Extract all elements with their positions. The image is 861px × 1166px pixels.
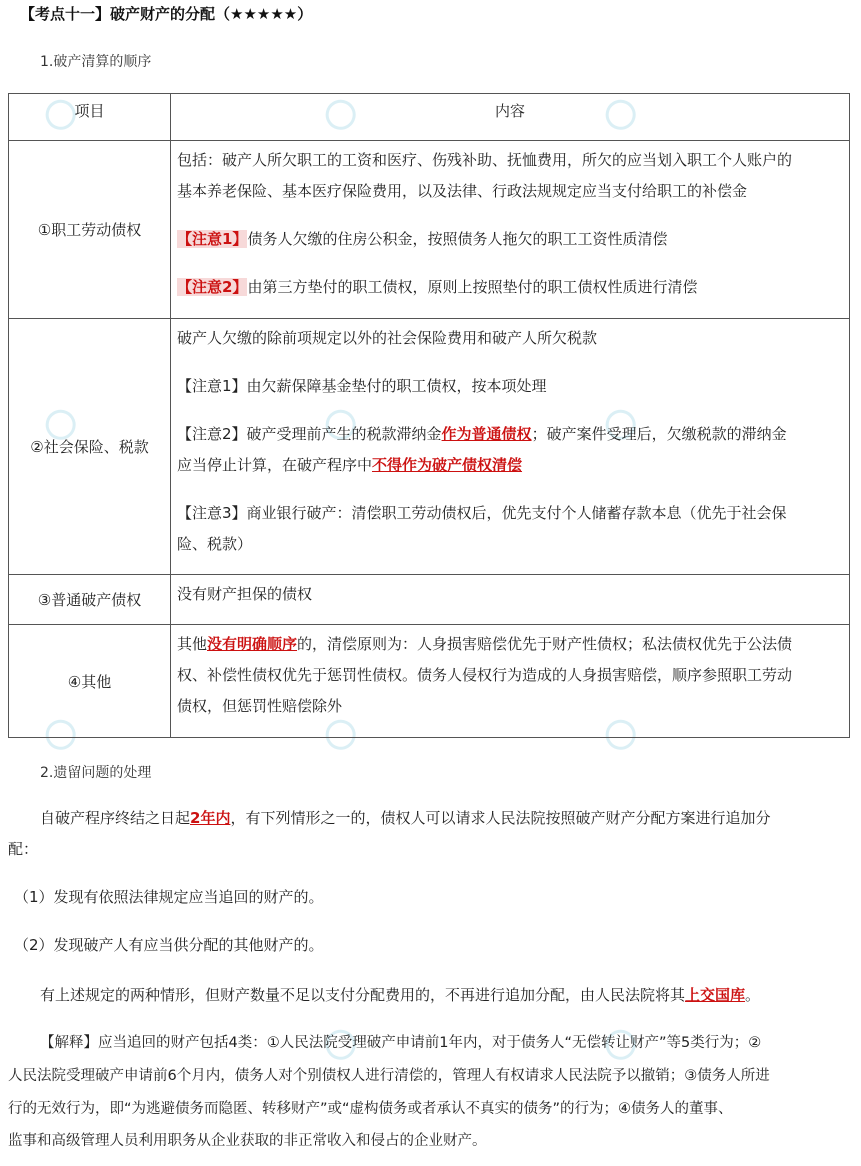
paragraph-treasury [40,982,840,1009]
page-heading: 【考点十一】破产财产的分配（★★★★★） [20,5,313,23]
liquidation-order-table [8,93,850,738]
content-line [177,629,843,660]
section-title-order: 1.破产清算的顺序 [40,54,152,70]
paragraph-text: 有上述规定的两种情形，但财产数量不足以支付分配费用的，不再进行追加分配，由人民法院将其 [40,986,686,1004]
row-content [171,625,850,738]
content-text: 的，清偿原则为：人身损害赔偿优先于财产性债权；私法债权优先于公法债 [297,635,793,653]
note-tag: 【注意2】 [177,278,248,296]
table-row [9,625,850,738]
row-item-label: ④其他 [9,625,171,738]
note-line [177,450,843,481]
content-line: 包括：破产人所欠职工的工资和医疗、伤残补助、抚恤费用，所欠的应当划入职工个人账户的 [177,151,793,169]
explanation-line: 人民法院受理破产申请前6个月内，债务人对个别债权人进行清偿的，管理人有权请求人民法院予以撤销；③债务人所进 [8,1068,770,1084]
note-text: 由第三方垫付的职工债权，原则上按照垫付的职工债权性质进行清偿 [247,278,698,296]
note-text: 【注意2】破产受理前产生的税款滞纳金 [177,425,442,443]
row-item-label: ③普通破产债权 [9,575,171,625]
note-line [177,272,843,303]
content-line: 债权，但惩罚性赔偿除外 [177,697,343,715]
row-content [171,319,850,575]
emphasis-text: 作为普通债权 [441,425,532,443]
paragraph-text: ，有下列情形之一的，债权人可以请求人民法院按照破产财产分配方案进行追加分 [230,809,771,827]
explanation-line: 行的无效行为，即“为逃避债务而隐匿、转移财产”或“虚构债务或者承认不真实的债务”的行为；④债务人的董事、 [8,1101,733,1117]
list-item: （1）发现有依照法律规定应当追回的财产的。 [14,888,324,906]
table-row [9,141,850,319]
paragraph-text: 。 [745,986,761,1004]
table-row [9,575,850,625]
note-line: 【注意1】由欠薪保障基金垫付的职工债权，按本项处理 [177,377,547,395]
note-line: 险、税款） [177,535,253,553]
content-text: 其他 [177,635,208,653]
row-item-label: ②社会保险、税款 [9,319,171,575]
emphasis-text: 没有明确顺序 [207,635,298,653]
content-line: 破产人欠缴的除前项规定以外的社会保险费用和破产人所欠税款 [177,329,598,347]
header-item: 项目 [9,94,171,141]
row-item-label: ①职工劳动债权 [9,141,171,319]
emphasis-text: 2年内 [190,809,231,827]
note-line [177,419,843,450]
explanation-line: 监事和高级管理人员利用职务从企业获取的非正常收入和侵占的企业财产。 [8,1133,487,1149]
emphasis-text: 不得作为破产债权清偿 [372,456,523,474]
section-title-remaining: 2.遗留问题的处理 [40,765,152,781]
note-tag: 【注意1】 [177,230,248,248]
note-text: 债务人欠缴的住房公积金，按照债务人拖欠的职工工资性质清偿 [247,230,668,248]
list-item: （2）发现破产人有应当供分配的其他财产的。 [14,936,324,954]
content-line: 基本养老保险、基本医疗保险费用，以及法律、行政法规规定应当支付给职工的补偿金 [177,182,748,200]
note-line: 【注意3】商业银行破产：清偿职工劳动债权后，优先支付个人储蓄存款本息（优先于社会保 [177,504,787,522]
note-text: 应当停止计算，在破产程序中 [177,456,373,474]
table-row [9,319,850,575]
table-header-row [9,94,850,141]
note-text: ；破产案件受理后，欠缴税款的滞纳金 [531,425,787,443]
note-line [177,224,843,255]
header-content: 内容 [171,94,850,141]
row-content: 没有财产担保的债权 [171,575,850,625]
content-line: 权、补偿性债权优先于惩罚性债权。债务人侵权行为造成的人身损害赔偿，顺序参照职工劳动 [177,666,793,684]
row-content [171,141,850,319]
paragraph-text: 自破产程序终结之日起 [40,809,191,827]
explanation-line: 【解释】应当追回的财产包括4类：①人民法院受理破产申请前1年内，对于债务人“无偿转让财产”等5类行为；② [40,1035,762,1051]
paragraph-line: 配： [8,840,39,858]
emphasis-text: 上交国库 [685,986,746,1004]
paragraph-additional-distribution [40,805,840,832]
